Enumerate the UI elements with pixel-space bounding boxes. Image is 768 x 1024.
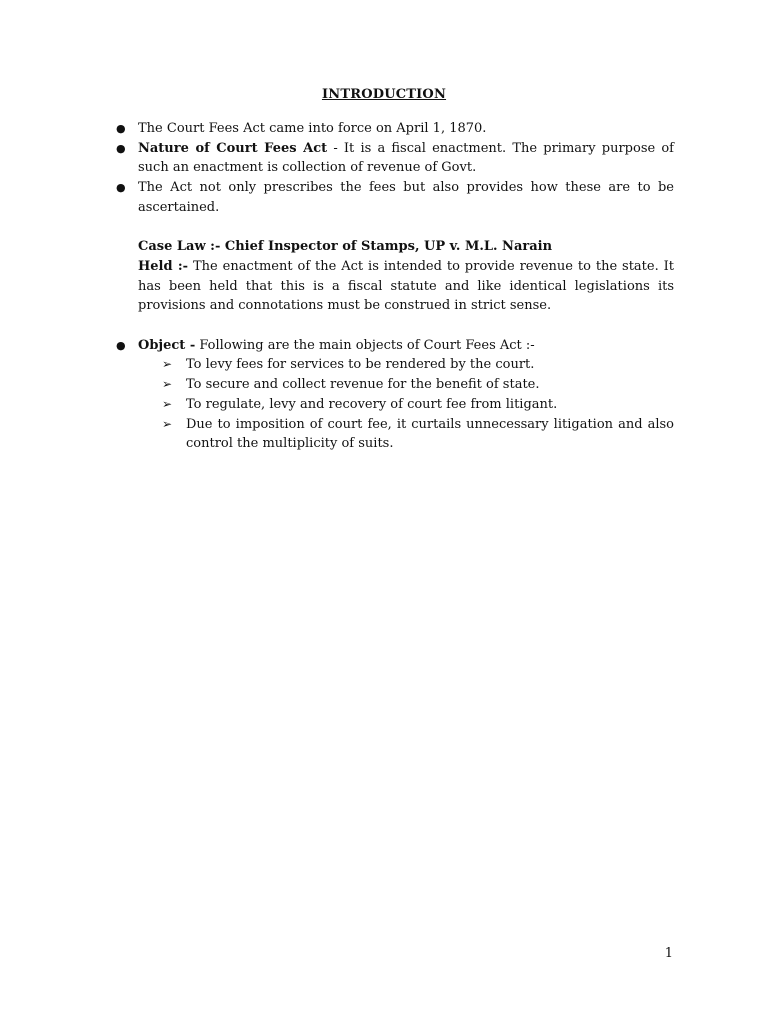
bullet-item <box>116 178 674 217</box>
object-item-text: To levy fees for services to be rendered by the court. <box>186 357 535 373</box>
object-text: Following are the main objects of Court Fees Act :- <box>195 337 535 353</box>
bullet-item <box>116 139 674 178</box>
held-text: The enactment of the Act is intended to provide revenue to the state. It has been held that this is a fiscal statute and like identical legislations its provisions and connotations must be construed in strict sense. <box>138 258 675 314</box>
bullet-bold-lead: Nature of Court Fees Act <box>138 140 328 156</box>
bullet-dot-icon: ● <box>116 141 126 155</box>
arrow-bullet-icon: ➢ <box>162 377 173 392</box>
bullet-text: The Court Fees Act came into force on April 1, 1870. <box>138 121 487 136</box>
case-law-heading: Case Law :- Chief Inspector of Stamps, UP v. M.L. Narain <box>138 239 553 255</box>
object-list-item <box>116 395 674 415</box>
bullet-dot-icon: ● <box>116 122 126 135</box>
document-body <box>116 119 674 454</box>
object-item-text: To regulate, levy and recovery of court fee from litigant. <box>186 396 558 412</box>
object-list-item <box>116 355 674 375</box>
bullet-item <box>116 119 674 139</box>
page-number: 1 <box>664 946 673 961</box>
bullet-text: - It is a fiscal enactment. The primary purpose of such an enactment is collection of revenue of Govt. <box>138 140 674 176</box>
case-law-block <box>116 237 674 316</box>
page-title: INTRODUCTION <box>321 87 447 102</box>
arrow-bullet-icon: ➢ <box>162 357 173 372</box>
arrow-bullet-icon: ➢ <box>162 416 173 431</box>
bullet-text: The Act not only prescribes the fees but also provides how these are to be ascertained. <box>138 180 674 215</box>
object-item-text: Due to imposition of court fee, it curtails unnecessary litigation and also control the multiplicity of suits. <box>186 416 674 452</box>
bullet-dot-icon: ● <box>116 338 126 352</box>
arrow-bullet-icon: ➢ <box>162 396 173 411</box>
object-list-item <box>116 375 674 395</box>
held-label: Held :- <box>138 258 189 274</box>
object-item-text: To secure and collect revenue for the benefit of state. <box>186 377 540 393</box>
object-label: Object - <box>138 337 196 353</box>
bullet-dot-icon: ● <box>116 181 126 195</box>
object-list-item <box>116 415 674 454</box>
bullet-item <box>116 336 674 356</box>
